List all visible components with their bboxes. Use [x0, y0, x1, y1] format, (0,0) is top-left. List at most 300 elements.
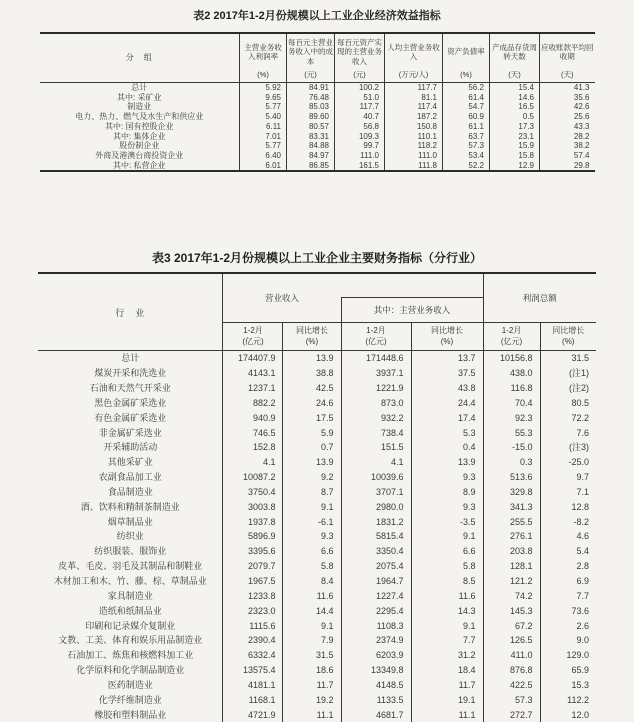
table2-col-profit-rate: 主营业务收入利润率 (%) [240, 33, 287, 83]
cell-value: 86.85 [287, 161, 335, 172]
cell-value: 3937.1 [341, 366, 411, 381]
cell-value: 11.1 [283, 708, 341, 722]
cell-value: 10156.8 [483, 351, 540, 366]
table-row [38, 500, 596, 515]
cell-value: 43.8 [411, 381, 483, 396]
cell-value: 1964.7 [341, 574, 411, 589]
cell-value: 2075.4 [341, 559, 411, 574]
cell-value: 23.1 [490, 132, 540, 142]
cell-value: 18.4 [411, 663, 483, 678]
cell-value: 203.8 [483, 544, 540, 559]
cell-value: -25.0 [568, 457, 590, 468]
cell-value: 5.8 [283, 559, 341, 574]
cell-value: 17.5 [283, 411, 341, 426]
table2-col-inventory-days: 产成品存货周转天数 (天) [490, 33, 540, 83]
table-row [38, 648, 596, 663]
cell-value: 11.7 [411, 678, 483, 693]
cell-value: 63.7 [443, 132, 490, 142]
cell-value: 92.3 [483, 411, 540, 426]
cell-value: 5896.9 [223, 529, 283, 544]
cell-value: 187.2 [385, 112, 443, 122]
cell-value: 2980.0 [341, 500, 411, 515]
row-label: 食品制造业 [38, 485, 223, 500]
table-row [38, 574, 596, 589]
cell-value: 10039.6 [341, 470, 411, 485]
row-label: 煤炭开采和洗选业 [38, 366, 223, 381]
row-label: 医药制造业 [38, 678, 223, 693]
table3-group-revenue: 营业收入 [223, 273, 341, 323]
cell-value: 13575.4 [223, 663, 283, 678]
table2-header-row [40, 33, 595, 83]
row-label: 有色金属矿采选业 [38, 411, 223, 426]
cell-value: (注1) [569, 368, 590, 379]
cell-value: 1115.6 [223, 619, 283, 634]
cell-value: 12.9 [490, 161, 540, 172]
cell-value: 109.3 [335, 132, 385, 142]
row-label: 非金属矿采选业 [38, 426, 223, 441]
cell-value: 81.1 [385, 93, 443, 103]
cell-value: 38.2 [573, 141, 590, 151]
table3-col-revenue-growth: 同比增长 (%) [283, 323, 341, 351]
cell-value: 7.9 [283, 633, 341, 648]
row-label: 家具制造业 [38, 589, 223, 604]
table3-body [38, 351, 596, 722]
table2-title: 表2 2017年1-2月份规模以上工业企业经济效益指标 [193, 10, 441, 22]
table3-industry-header: 行 业 [38, 273, 223, 351]
cell-value: 19.1 [411, 693, 483, 708]
row-label: 总计 [38, 351, 223, 366]
cell-value: (注2) [569, 383, 590, 394]
cell-value: 35.6 [573, 92, 590, 102]
row-label: 石油和天然气开采业 [38, 381, 223, 396]
cell-value: 5.3 [411, 426, 483, 441]
table2-col-debt-ratio: 资产负债率 (%) [443, 33, 490, 83]
cell-value: 9.3 [411, 470, 483, 485]
cell-value: 9.3 [411, 500, 483, 515]
cell-value: 7.7 [576, 590, 590, 601]
cell-value: 11.6 [283, 589, 341, 604]
cell-value: 9.0 [576, 635, 590, 646]
cell-value: 116.8 [483, 381, 540, 396]
table3-group-profit: 利润总额 [483, 273, 596, 323]
cell-value: 1831.2 [341, 515, 411, 530]
cell-value: 1233.8 [223, 589, 283, 604]
table-row [38, 678, 596, 693]
cell-value: 3750.4 [223, 485, 283, 500]
cell-value: 174407.9 [223, 351, 283, 366]
cell-value: 54.7 [443, 102, 490, 112]
cell-value: 8.5 [411, 574, 483, 589]
cell-value: 161.5 [335, 161, 385, 172]
cell-value: 29.8 [540, 161, 595, 172]
cell-value: 40.7 [335, 112, 385, 122]
cell-value: 70.4 [483, 396, 540, 411]
cell-value: 60.9 [443, 112, 490, 122]
row-label: 其中: 集体企业 [40, 132, 240, 142]
cell-value: 31.2 [411, 648, 483, 663]
row-label: 其中: 私营企业 [40, 161, 240, 172]
table-row [40, 83, 595, 93]
table3-col-profit-amount: 1-2月 (亿元) [483, 323, 540, 351]
cell-value: 16.5 [490, 102, 540, 112]
cell-value: 111.8 [385, 161, 443, 172]
table-row [40, 132, 595, 142]
cell-value: 5.9 [283, 426, 341, 441]
table-row [38, 396, 596, 411]
cell-value: 5.8 [411, 559, 483, 574]
table-row [40, 161, 595, 172]
cell-value: 57.3 [483, 693, 540, 708]
cell-value: 51.0 [335, 93, 385, 103]
table-row [38, 485, 596, 500]
cell-value: 129.0 [566, 650, 590, 661]
cell-value: 1133.5 [341, 693, 411, 708]
cell-value: 5.40 [240, 112, 287, 122]
cell-value: 1168.1 [223, 693, 283, 708]
cell-value: 65.9 [571, 665, 590, 676]
cell-value: 43.3 [573, 121, 590, 131]
table-row [38, 426, 596, 441]
table-row [38, 708, 596, 722]
cell-value: 1967.5 [223, 574, 283, 589]
table-row [40, 102, 595, 112]
cell-value: 513.6 [483, 470, 540, 485]
cell-value: 9.65 [240, 93, 287, 103]
cell-value: 9.1 [283, 500, 341, 515]
cell-value: 2.6 [576, 620, 590, 631]
cell-value: 110.1 [385, 132, 443, 142]
cell-value: 12.0 [571, 709, 590, 720]
cell-value: 2390.4 [223, 633, 283, 648]
cell-value: 126.5 [483, 633, 540, 648]
row-label: 橡胶和塑料制品业 [38, 708, 223, 722]
table3-header-spacer [341, 273, 483, 298]
row-label: 其他采矿业 [38, 455, 223, 470]
cell-value: 61.4 [443, 93, 490, 103]
cell-value: 100.2 [335, 83, 385, 93]
cell-value: 1937.8 [223, 515, 283, 530]
table-row [40, 122, 595, 132]
table-row [40, 93, 595, 103]
cell-value: 15.3 [571, 679, 590, 690]
cell-value: 5.77 [240, 102, 287, 112]
cell-value: 13.9 [283, 455, 341, 470]
cell-value: 738.4 [341, 426, 411, 441]
table-row [38, 411, 596, 426]
row-label: 文教、工美、体育和娱乐用品制造业 [38, 633, 223, 648]
cell-value: 2079.7 [223, 559, 283, 574]
cell-value: 112.2 [567, 694, 590, 705]
table-row [38, 440, 596, 455]
cell-value: 940.9 [223, 411, 283, 426]
cell-value: 4143.1 [223, 366, 283, 381]
cell-value: 145.3 [483, 604, 540, 619]
cell-value: 7.6 [576, 427, 590, 438]
cell-value: 2295.4 [341, 604, 411, 619]
cell-value: 10087.2 [223, 470, 283, 485]
row-label: 农副食品加工业 [38, 470, 223, 485]
cell-value: 72.2 [571, 412, 590, 423]
cell-value: 42.5 [283, 381, 341, 396]
cell-value: 5.77 [240, 141, 287, 151]
table2-col-cost-per-100: 每百元主营业务收入中的成本 (元) [287, 33, 335, 83]
cell-value: 15.8 [490, 151, 540, 161]
cell-value: 329.8 [483, 485, 540, 500]
cell-value: -15.0 [483, 440, 540, 455]
cell-value: 4.1 [223, 455, 283, 470]
cell-value: 31.5 [283, 648, 341, 663]
cell-value: 9.2 [283, 470, 341, 485]
table-row [38, 351, 596, 366]
table2-col-receivable-days: 应收账款平均回收期 (天) [540, 33, 595, 83]
cell-value: 83.31 [287, 132, 335, 142]
cell-value: 80.57 [287, 122, 335, 132]
cell-value: 57.3 [443, 141, 490, 151]
cell-value: 6.40 [240, 151, 287, 161]
table-row [38, 470, 596, 485]
table-row [40, 151, 595, 161]
cell-value: 152.8 [223, 440, 283, 455]
cell-value: 4721.9 [223, 708, 283, 722]
cell-value: 4.6 [576, 531, 590, 542]
cell-value: 55.3 [483, 426, 540, 441]
cell-value: -3.5 [411, 515, 483, 530]
cell-value: 9.7 [576, 472, 590, 483]
table-row [38, 515, 596, 530]
cell-value: 117.7 [335, 102, 385, 112]
table3-col-revenue-amount: 1-2月 (亿元) [223, 323, 283, 351]
cell-value: 85.03 [287, 102, 335, 112]
table2-body [40, 83, 595, 172]
row-label: 纺织业 [38, 529, 223, 544]
table-row [38, 663, 596, 678]
table3-col-main-revenue-amount: 1-2月 (亿元) [341, 323, 411, 351]
cell-value: 5.4 [576, 546, 590, 557]
table-row [38, 366, 596, 381]
cell-value: 5.92 [240, 83, 287, 93]
table-row [38, 604, 596, 619]
cell-value: 3003.8 [223, 500, 283, 515]
cell-value: 6.01 [240, 161, 287, 172]
row-label: 总计 [40, 83, 240, 93]
table-row [38, 381, 596, 396]
cell-value: 76.48 [287, 93, 335, 103]
cell-value: 876.8 [483, 663, 540, 678]
cell-value: 18.6 [283, 663, 341, 678]
table-row [38, 544, 596, 559]
table-row [38, 589, 596, 604]
cell-value: 84.97 [287, 151, 335, 161]
cell-value: 57.4 [573, 150, 590, 160]
cell-value: 13.9 [411, 455, 483, 470]
row-label: 开采辅助活动 [38, 440, 223, 455]
table-row [40, 112, 595, 122]
cell-value: 14.6 [490, 93, 540, 103]
cell-value: 882.2 [223, 396, 283, 411]
cell-value: 31.5 [571, 353, 590, 364]
cell-value: 0.4 [411, 440, 483, 455]
cell-value: -8.2 [573, 516, 590, 527]
cell-value: 255.5 [483, 515, 540, 530]
cell-value: 3350.4 [341, 544, 411, 559]
cell-value: 8.9 [411, 485, 483, 500]
table-row [40, 141, 595, 151]
cell-value: (注3) [569, 442, 590, 453]
cell-value: 111.0 [385, 151, 443, 161]
cell-value: 7.7 [411, 633, 483, 648]
cell-value: 117.7 [385, 83, 443, 93]
row-label: 制造业 [40, 102, 240, 112]
cell-value: 746.5 [223, 426, 283, 441]
row-label: 纺织服装、服饰业 [38, 544, 223, 559]
cell-value: 67.2 [483, 619, 540, 634]
row-label: 化学纤维制造业 [38, 693, 223, 708]
cell-value: 9.1 [283, 619, 341, 634]
cell-value: 2374.9 [341, 633, 411, 648]
cell-value: 5815.4 [341, 529, 411, 544]
cell-value: 0.3 [483, 455, 540, 470]
cell-value: 7.1 [576, 486, 590, 497]
row-label: 其中: 国有控股企业 [40, 122, 240, 132]
table3-group-main-revenue: 其中：主营业务收入 [341, 298, 483, 323]
table2-group-header: 分 组 [40, 33, 240, 83]
row-label: 其中: 采矿业 [40, 93, 240, 103]
table-row [38, 633, 596, 648]
row-label: 石油加工、炼焦和核燃料加工业 [38, 648, 223, 663]
cell-value: 80.5 [571, 397, 590, 408]
cell-value: 0.7 [283, 440, 341, 455]
cell-value: 13.7 [411, 351, 483, 366]
table-row [38, 455, 596, 470]
cell-value: 9.1 [411, 529, 483, 544]
cell-value: 24.4 [411, 396, 483, 411]
table3-col-profit-growth: 同比增长 (%) [540, 323, 596, 351]
cell-value: 84.88 [287, 141, 335, 151]
cell-value: 84.91 [287, 83, 335, 93]
row-label: 造纸和纸制品业 [38, 604, 223, 619]
cell-value: 56.2 [443, 83, 490, 93]
cell-value: 9.3 [283, 529, 341, 544]
cell-value: -6.1 [283, 515, 341, 530]
cell-value: 15.9 [490, 141, 540, 151]
cell-value: 6.11 [240, 122, 287, 132]
cell-value: 150.8 [385, 122, 443, 132]
cell-value: 24.6 [283, 396, 341, 411]
cell-value: 4148.5 [341, 678, 411, 693]
cell-value: 6.9 [576, 575, 590, 586]
cell-value: 272.7 [483, 708, 540, 722]
cell-value: 14.3 [411, 604, 483, 619]
cell-value: 1221.9 [341, 381, 411, 396]
cell-value: 41.3 [573, 83, 590, 92]
cell-value: 53.4 [443, 151, 490, 161]
cell-value: 11.6 [411, 589, 483, 604]
cell-value: 411.0 [483, 648, 540, 663]
cell-value: 38.8 [283, 366, 341, 381]
row-label: 外商及港澳台商投资企业 [40, 151, 240, 161]
cell-value: 89.60 [287, 112, 335, 122]
cell-value: 15.4 [490, 83, 540, 93]
cell-value: 6.6 [283, 544, 341, 559]
cell-value: 422.5 [483, 678, 540, 693]
cell-value: 73.6 [571, 605, 590, 616]
table3 [38, 272, 596, 722]
cell-value: 1108.3 [341, 619, 411, 634]
cell-value: 19.2 [283, 693, 341, 708]
table-row [38, 619, 596, 634]
cell-value: 0.5 [490, 112, 540, 122]
row-label: 黑色金属矿采选业 [38, 396, 223, 411]
cell-value: 42.6 [573, 102, 590, 112]
cell-value: 14.4 [283, 604, 341, 619]
cell-value: 2323.0 [223, 604, 283, 619]
table3-header-row-1 [38, 273, 596, 298]
cell-value: 6332.4 [223, 648, 283, 663]
cell-value: 111.0 [335, 151, 385, 161]
table-row [38, 693, 596, 708]
cell-value: 8.7 [283, 485, 341, 500]
table-row [38, 529, 596, 544]
cell-value: 17.3 [490, 122, 540, 132]
cell-value: 74.2 [483, 589, 540, 604]
cell-value: 13.9 [283, 351, 341, 366]
cell-value: 341.3 [483, 500, 540, 515]
cell-value: 7.01 [240, 132, 287, 142]
table2-col-revenue-per-100-assets: 每百元资产实现的主营业务收入 (元) [335, 33, 385, 83]
cell-value: 438.0 [483, 366, 540, 381]
table2-col-revenue-per-capita: 人均主营业务收入 (万元/人) [385, 33, 443, 83]
row-label: 木材加工和木、竹、藤、棕、草制品业 [38, 574, 223, 589]
cell-value: 276.1 [483, 529, 540, 544]
cell-value: 17.4 [411, 411, 483, 426]
cell-value: 37.5 [411, 366, 483, 381]
table3-col-main-revenue-growth: 同比增长 (%) [411, 323, 483, 351]
cell-value: 28.2 [573, 131, 590, 141]
cell-value: 118.2 [385, 141, 443, 151]
cell-value: 6.6 [411, 544, 483, 559]
table-row [38, 559, 596, 574]
cell-value: 121.2 [483, 574, 540, 589]
table3-title: 表3 2017年1-2月份规模以上工业企业主要财务指标（分行业） [151, 251, 483, 266]
cell-value: 1237.1 [223, 381, 283, 396]
table2 [40, 32, 595, 172]
cell-value: 12.8 [571, 501, 590, 512]
row-label: 皮革、毛皮、羽毛及其制品和制鞋业 [38, 559, 223, 574]
cell-value: 4681.7 [341, 708, 411, 722]
cell-value: 151.5 [341, 440, 411, 455]
cell-value: 9.1 [411, 619, 483, 634]
row-label: 电力、热力、燃气及水生产和供应业 [40, 112, 240, 122]
cell-value: 11.7 [283, 678, 341, 693]
cell-value: 99.7 [335, 141, 385, 151]
row-label: 烟草制品业 [38, 515, 223, 530]
row-label: 化学原料和化学制品制造业 [38, 663, 223, 678]
cell-value: 117.4 [385, 102, 443, 112]
cell-value: 61.1 [443, 122, 490, 132]
cell-value: 2.8 [576, 561, 590, 572]
cell-value: 171448.6 [341, 351, 411, 366]
cell-value: 1227.4 [341, 589, 411, 604]
row-label: 印刷和记录媒介复制业 [38, 619, 223, 634]
cell-value: 11.1 [411, 708, 483, 722]
cell-value: 52.2 [443, 161, 490, 172]
cell-value: 6203.9 [341, 648, 411, 663]
cell-value: 4181.1 [223, 678, 283, 693]
cell-value: 3395.6 [223, 544, 283, 559]
cell-value: 932.2 [341, 411, 411, 426]
cell-value: 56.8 [335, 122, 385, 132]
cell-value: 25.6 [573, 112, 590, 122]
